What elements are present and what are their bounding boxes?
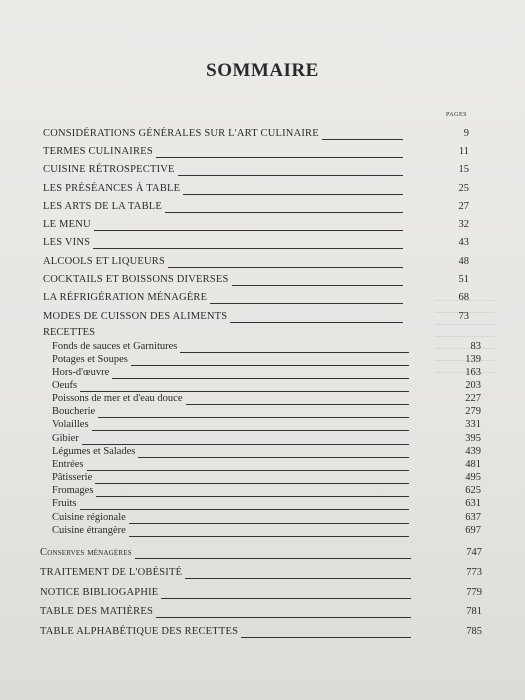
leader-line: [80, 391, 409, 392]
leader-line: [129, 523, 409, 524]
toc-entry-page: 43: [458, 237, 469, 248]
toc-entry-label: Potages et Soupes: [52, 354, 128, 365]
leader-line: [82, 444, 409, 445]
toc-entry: [52, 393, 481, 407]
toc-entry: [43, 146, 469, 160]
leader-line: [183, 194, 403, 195]
leader-line: [80, 509, 409, 510]
toc-entry-label: CUISINE RÉTROSPECTIVE: [43, 164, 175, 175]
toc-entry-page: 68: [458, 292, 469, 303]
toc-entry: [52, 472, 481, 486]
leader-line: [138, 457, 409, 458]
pages-column-header: PAGES: [446, 112, 467, 118]
leader-line: [95, 483, 409, 484]
leader-line: [94, 230, 403, 231]
toc-entry-page: 331: [465, 419, 481, 430]
toc-entry-page: 481: [465, 459, 481, 470]
leader-line: [93, 248, 403, 249]
toc-entry-label: LA RÉFRIGÉRATION MÉNAGÈRE: [43, 292, 208, 303]
leader-line: [241, 637, 411, 638]
toc-entry-page: 203: [465, 380, 481, 391]
toc-entry-page: 48: [458, 256, 469, 267]
toc-entry-page: 439: [465, 446, 481, 457]
leader-line: [96, 496, 409, 497]
toc-entry-page: 747: [466, 547, 482, 558]
toc-entry: [52, 341, 481, 355]
leader-line: [87, 470, 409, 471]
toc-entry-label: Fonds de sauces et Garnitures: [52, 341, 178, 352]
toc-entry-page: 279: [465, 406, 481, 417]
toc-entry-label: CONSIDÉRATIONS GÉNÉRALES SUR L'ART CULINAIRE: [43, 128, 319, 139]
toc-entry-label: Hors-d'œuvre: [52, 367, 110, 378]
toc-entry-page: 631: [465, 498, 481, 509]
toc-entry: [52, 498, 481, 512]
leader-line: [98, 417, 409, 418]
toc-entry: [52, 459, 481, 473]
toc-entry: [43, 128, 469, 142]
toc-entry: [52, 446, 481, 460]
leader-line: [180, 352, 409, 353]
toc-entry-page: 637: [465, 512, 481, 523]
toc-entry-label: Fromages: [52, 485, 94, 496]
toc-entry: [52, 406, 481, 420]
toc-entry-page: 779: [466, 587, 482, 598]
toc-entry-page: 495: [465, 472, 481, 483]
toc-entry-page: 781: [466, 606, 482, 617]
toc-entry: [43, 164, 469, 178]
leader-line: [232, 285, 403, 286]
toc-entry-page: 395: [465, 433, 481, 444]
toc-entry-page: 163: [465, 367, 481, 378]
toc-entry-label: Légumes et Salades: [52, 446, 136, 457]
toc-entry: [52, 433, 481, 447]
leader-line: [161, 598, 411, 599]
leader-line: [322, 139, 403, 140]
toc-entry-page: 697: [465, 525, 481, 536]
toc-entry-label: Cuisine régionale: [52, 512, 126, 523]
toc-entry-label: TRAITEMENT DE L'OBÉSITÉ: [40, 567, 183, 578]
toc-entry-page: 83: [470, 341, 481, 352]
leader-line: [156, 157, 403, 158]
toc-entry: [40, 547, 482, 561]
leader-line: [129, 536, 409, 537]
toc-entry-label: Fruits: [52, 498, 77, 509]
toc-entry: [52, 354, 481, 368]
leader-line: [112, 378, 409, 379]
toc-entry: [52, 485, 481, 499]
toc-entry: [43, 256, 469, 270]
leader-line: [135, 558, 411, 559]
toc-entry-page: 32: [458, 219, 469, 230]
page-title: SOMMAIRE: [206, 60, 319, 81]
toc-entry: [43, 292, 469, 306]
toc-entry: [43, 274, 469, 288]
recettes-section-header: RECETTES: [43, 327, 95, 338]
leader-line: [185, 578, 411, 579]
toc-entry-page: 227: [465, 393, 481, 404]
toc-entry-label: LES ARTS DE LA TABLE: [43, 201, 163, 212]
toc-entry: [43, 311, 469, 325]
toc-entry-page: 625: [465, 485, 481, 496]
toc-entry-page: 27: [458, 201, 469, 212]
toc-entry: [43, 219, 469, 233]
toc-entry-label: Entrées: [52, 459, 84, 470]
toc-entry-page: 73: [458, 311, 469, 322]
leader-line: [178, 175, 403, 176]
toc-entry: [52, 367, 481, 381]
toc-entry-page: 773: [466, 567, 482, 578]
toc-entry-label: Boucherie: [52, 406, 96, 417]
toc-entry-page: 785: [466, 626, 482, 637]
toc-entry-label: Gibier: [52, 433, 79, 444]
toc-entry: [52, 512, 481, 526]
toc-entry-label: LES VINS: [43, 237, 91, 248]
toc-entry-page: 139: [465, 354, 481, 365]
toc-entry-label: COCKTAILS ET BOISSONS DIVERSES: [43, 274, 229, 285]
toc-entry: [40, 606, 482, 620]
toc-entry-label: Cuisine étrangère: [52, 525, 126, 536]
leader-line: [92, 430, 409, 431]
toc-entry: [52, 419, 481, 433]
toc-entry-label: TERMES CULINAIRES: [43, 146, 153, 157]
toc-entry-label: Volailles: [52, 419, 89, 430]
toc-entry: [40, 626, 482, 640]
toc-entry: [43, 237, 469, 251]
toc-entry-label: TABLE ALPHABÉTIQUE DES RECETTES: [40, 626, 239, 637]
toc-entry: [40, 587, 482, 601]
toc-entry-label: NOTICE BIBLIOGAPHIE: [40, 587, 159, 598]
toc-entry-label: ALCOOLS ET LIQUEURS: [43, 256, 166, 267]
toc-entry-label: TABLE DES MATIÈRES: [40, 606, 154, 617]
toc-entry-page: 11: [458, 146, 469, 157]
toc-entry-label: Conserves ménagères: [40, 547, 132, 558]
leader-line: [168, 267, 403, 268]
toc-entry: [43, 201, 469, 215]
toc-entry: [43, 183, 469, 197]
leader-line: [165, 212, 403, 213]
toc-entry-page: 15: [458, 164, 469, 175]
leader-line: [230, 322, 403, 323]
toc-entry-page: 9: [463, 128, 469, 139]
leader-line: [210, 303, 403, 304]
toc-entry-label: LES PRÉSÉANCES À TABLE: [43, 183, 181, 194]
toc-entry-label: MODES DE CUISSON DES ALIMENTS: [43, 311, 228, 322]
toc-entry-label: Poissons de mer et d'eau douce: [52, 393, 183, 404]
leader-line: [156, 617, 411, 618]
toc-entry: [40, 567, 482, 581]
toc-entry-label: Pâtisserie: [52, 472, 93, 483]
leader-line: [131, 365, 409, 366]
leader-line: [186, 404, 409, 405]
toc-entry-label: LE MENU: [43, 219, 91, 230]
toc-entry-page: 51: [458, 274, 469, 285]
toc-entry: [52, 525, 481, 539]
toc-entry-label: Oeufs: [52, 380, 78, 391]
toc-entry: [52, 380, 481, 394]
toc-entry-page: 25: [458, 183, 469, 194]
